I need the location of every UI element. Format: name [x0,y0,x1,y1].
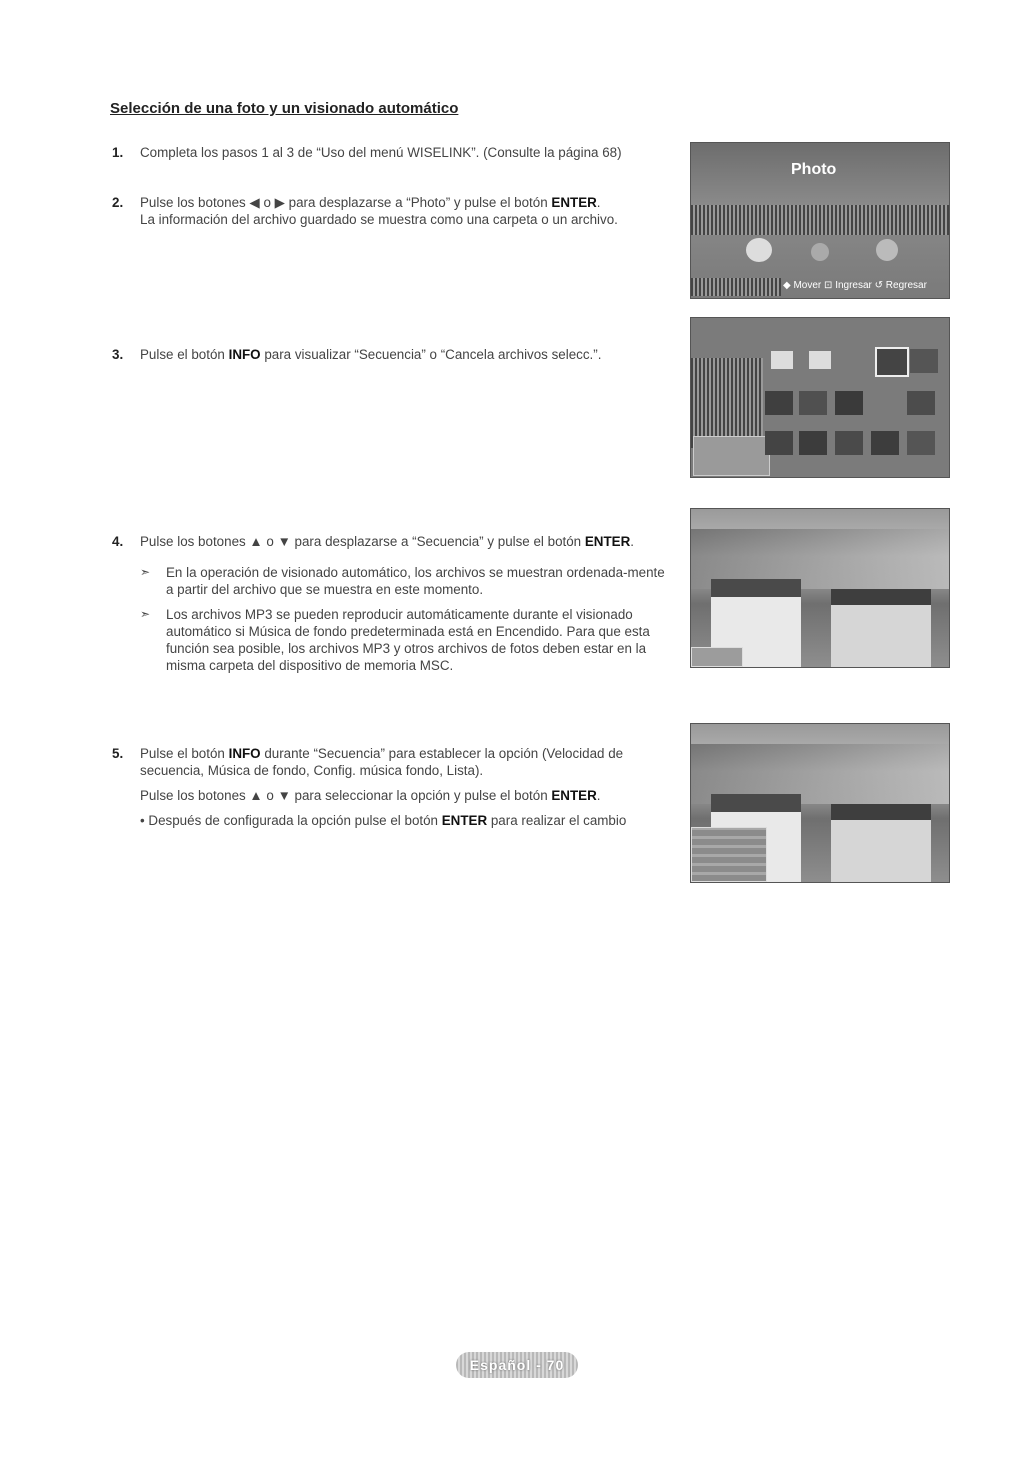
screenshot-thumbnail-browser [690,317,950,478]
step-number: 4. [112,534,124,549]
step-text: Pulse el botón INFO durante “Secuencia” para establecer la opción (Velocidad de secuencia, Música de fondo, Config. música fondo, Lista). [140,746,624,778]
thumbnail [871,431,899,455]
step-number: 1. [112,145,124,160]
folder-icon [809,351,831,369]
house-right [831,589,931,668]
music-icon [811,243,829,261]
photo-icon [746,238,772,262]
info-key: INFO [228,746,261,761]
screenshot-slideshow [690,508,950,668]
enter-key: ENTER [441,813,488,828]
step-text: Completa los pasos 1 al 3 de “Uso del menú WISELINK”. (Consulte la página 68) [140,145,622,160]
thumbnail [835,391,863,415]
thumbnail-grid [765,343,945,473]
thumbnail [907,431,935,455]
page-number-badge: Español - 70 [456,1352,578,1378]
options-menu [691,827,767,882]
thumbnail [799,391,827,415]
screenshot-photo-menu [690,142,950,299]
step-5 [112,745,672,845]
note: ➣ Los archivos MP3 se pueden reproducir automáticamente durante el visionado automático si Música de fondo predeterminada está en Encendido. Para que esta función sea posible, los archivos MP3 y otros archivos de fotos deben estar en la misma carpeta del dispositivo de memoria MSC. [140,607,650,673]
status-bar [691,647,743,667]
step-number: 2. [112,195,124,210]
thumbnail [835,431,863,455]
arrow-icon: ➣ [140,607,151,621]
step-3 [112,346,672,366]
thumbnail [875,347,909,377]
step-text-line3: • Después de configurada la opción pulse el botón ENTER para realizar el cambio [140,813,627,828]
step-text: Pulse los botones ▲ o ▼ para desplazarse a “Secuencia” y pulse el botón ENTER. [140,534,634,549]
enter-key: ENTER [551,788,597,803]
note: ➣ En la operación de visionado automático, los archivos se muestran ordenada-mente a partir del archivo que se muestra en este momento. [140,565,665,597]
bottom-bar: ◆ Mover ⊡ Ingresar ↺ Regresar [783,280,927,291]
settings-icon [876,239,898,261]
thumbnail [799,431,827,455]
step-text-line2: Pulse los botones ▲ o ▼ para seleccionar la opción y pulse el botón ENTER. [140,788,601,803]
arrow-icon: ➣ [140,565,151,579]
step-2 [112,194,672,234]
step-number: 3. [112,347,124,362]
step-number: 5. [112,746,124,761]
step-text: Pulse los botones ◀ o ▶ para desplazarse a “Photo” y pulse el botón ENTER. [140,195,601,210]
section-title: Selección de una foto y un visionado automático [110,100,459,117]
info-key: INFO [228,347,261,362]
step-1 [112,144,672,184]
step-text-line2: La información del archivo guardado se muestra como una carpeta o un archivo. [140,212,618,227]
step-4 [112,533,672,723]
menu-title: Photo [791,161,837,178]
house-right [831,804,931,883]
screenshot-slideshow-options [690,723,950,883]
thumbnail [765,391,793,415]
thumbnail [910,349,938,373]
info-menu [693,436,770,476]
enter-key: ENTER [584,534,631,549]
step-text: Pulse el botón INFO para visualizar “Secuencia” o “Cancela archivos selecc.”. [140,347,602,362]
thumbnail [907,391,935,415]
thumbnail [765,431,793,455]
folder-icon [771,351,793,369]
enter-key: ENTER [551,195,597,210]
